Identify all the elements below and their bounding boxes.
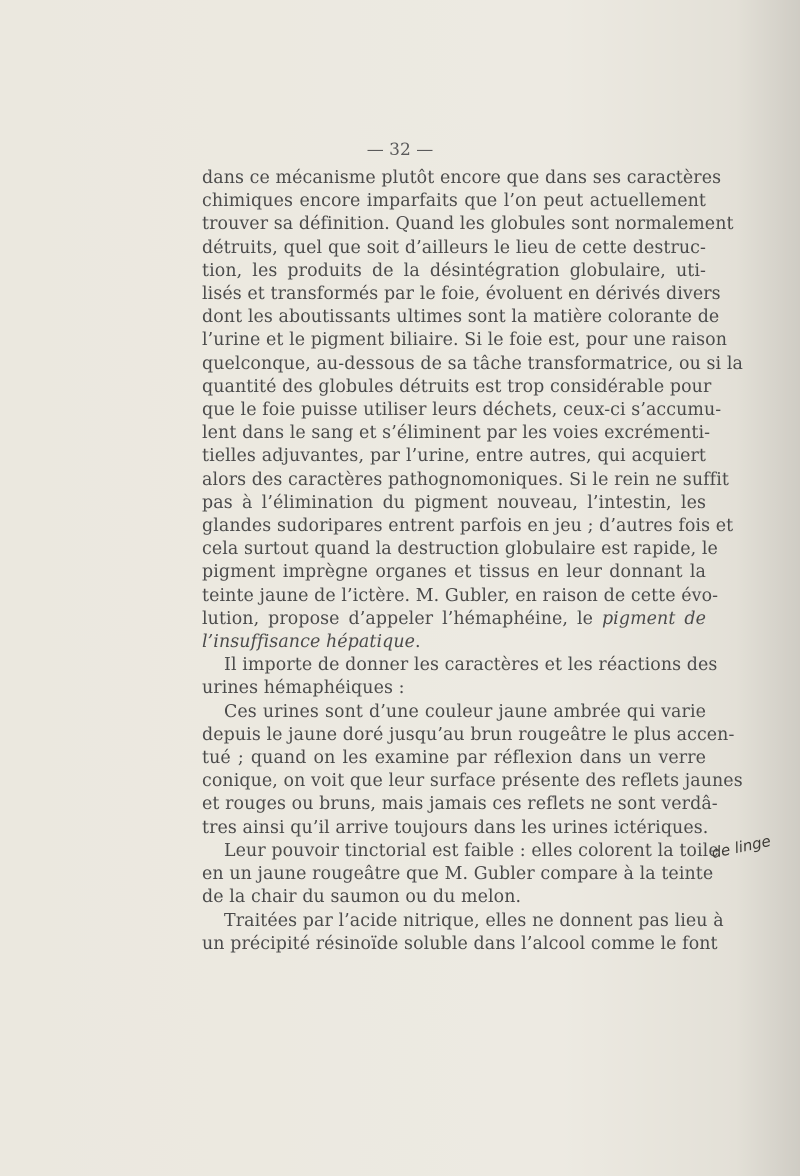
- text-line-content: Il importe de donner les caractères et les réactions des: [224, 655, 718, 676]
- text-line: [202, 167, 722, 190]
- italic-phrase: pigment de: [601, 608, 706, 629]
- text-line-content: tres ainsi qu’il arrive toujours dans les urines ictériques.: [202, 817, 709, 838]
- text-line-content: alors des caractères pathognomoniques. Si le rein ne suffit: [202, 469, 729, 490]
- text-line: [202, 190, 706, 213]
- text-line: [202, 608, 706, 631]
- handwritten-margin-note: de linge: [709, 831, 773, 863]
- text-line: [202, 747, 706, 770]
- text-line-content: quantité des globules détruits est trop considérable pour: [202, 376, 712, 397]
- text-line: [202, 515, 734, 538]
- text-line-content: quelconque, au-dessous de sa tâche transformatrice, ou si la: [202, 353, 743, 374]
- text-line-content: chimiques encore imparfaits que l’on peut actuellement: [202, 191, 706, 212]
- text-line: [202, 492, 706, 515]
- text-line: [202, 701, 706, 724]
- text-line-content: glandes sudoripares entrent parfois en jeu ; d’autres fois et: [202, 516, 734, 537]
- text-line-content: Traitées par l’acide nitrique, elles ne donnent pas lieu à: [224, 910, 724, 931]
- text-line-content: tielles adjuvantes, par l’urine, entre autres, qui acquiert: [202, 446, 706, 467]
- text-line: [202, 306, 720, 329]
- text-line-content: tion, les produits de la désintégration globulaire, uti-: [202, 260, 706, 281]
- text-line: [202, 585, 719, 608]
- text-line-content: et rouges ou bruns, mais jamais ces reflets ne sont verdâ-: [202, 794, 718, 815]
- page-number: — 32 —: [366, 140, 434, 160]
- text-line: [202, 933, 718, 956]
- text-line: [202, 399, 722, 422]
- text-line: [202, 840, 719, 863]
- text-line-content: depuis le jaune doré jusqu’au brun rougeâtre le plus accen-: [202, 724, 735, 745]
- text-line-content: en un jaune rougeâtre que M. Gubler compare à la teinte: [202, 864, 714, 885]
- text-line: [202, 283, 721, 306]
- text-line-content: conique, on voit que leur surface présente des reflets jaunes: [202, 771, 743, 792]
- text-line-content: de la chair du saumon ou du melon.: [202, 887, 522, 908]
- text-line: [202, 910, 724, 933]
- text-line: [202, 677, 706, 700]
- text-line-content: un précipité résinoïde soluble dans l’alcool comme le font: [202, 933, 718, 954]
- text-line: [202, 654, 718, 677]
- text-line-content: trouver sa définition. Quand les globules sont normalement: [202, 214, 734, 235]
- text-line: [202, 445, 706, 468]
- text-line-content: teinte jaune de l’ictère. M. Gubler, en raison de cette évo-: [202, 585, 719, 606]
- text-line-content: Leur pouvoir tinctorial est faible : elles colorent la toile: [224, 840, 719, 861]
- text-line-content: cela surtout quand la destruction globulaire est rapide, le: [202, 539, 718, 560]
- text-line: [202, 793, 718, 816]
- text-line: [202, 817, 709, 840]
- text-line-content: dans ce mécanisme plutôt encore que dans ses caractères: [202, 168, 722, 188]
- text-line: [202, 422, 711, 445]
- text-line: [202, 561, 706, 584]
- text-line: [202, 353, 743, 376]
- text-line-content: que le foie puisse utiliser leurs déchets, ceux-ci s’accumu-: [202, 400, 722, 421]
- text-line-content: l’urine et le pigment biliaire. Si le foie est, pour une raison: [202, 330, 728, 351]
- text-line-content: pas à l’élimination du pigment nouveau, l’intestin, les: [202, 492, 706, 513]
- text-line: [202, 237, 706, 260]
- text-line: [202, 213, 734, 236]
- text-line: [202, 863, 714, 886]
- text-line: [202, 260, 706, 283]
- text-line: [202, 329, 728, 352]
- trailing-punctuation: .: [415, 632, 421, 653]
- text-line-content: lent dans le sang et s’éliminent par les voies excrémenti-: [202, 423, 711, 444]
- text-line-content: lisés et transformés par le foie, évoluent en dérivés divers: [202, 284, 721, 305]
- text-line: [202, 631, 706, 654]
- text-line-content: urines hémaphéiques :: [202, 678, 405, 699]
- text-line: [202, 469, 729, 492]
- text-line-content: lution, propose d’appeler l’hémaphéine, le: [202, 608, 602, 629]
- text-line: [202, 724, 735, 747]
- text-line: [202, 538, 718, 561]
- text-line-content: pigment imprègne organes et tissus en leur donnant la: [202, 562, 706, 583]
- text-line-content: Ces urines sont d’une couleur jaune ambrée qui varie: [224, 701, 706, 722]
- text-line: [202, 376, 712, 399]
- text-line: [202, 886, 706, 909]
- text-line-content: dont les aboutissants ultimes sont la matière colorante de: [202, 307, 720, 328]
- text-line-content: détruits, quel que soit d’ailleurs le lieu de cette destruc-: [202, 237, 706, 258]
- text-line-content: tué ; quand on les examine par réflexion dans un verre: [202, 748, 706, 769]
- text-line: [202, 770, 743, 793]
- italic-phrase: l’insuffisance hépatique: [202, 632, 416, 653]
